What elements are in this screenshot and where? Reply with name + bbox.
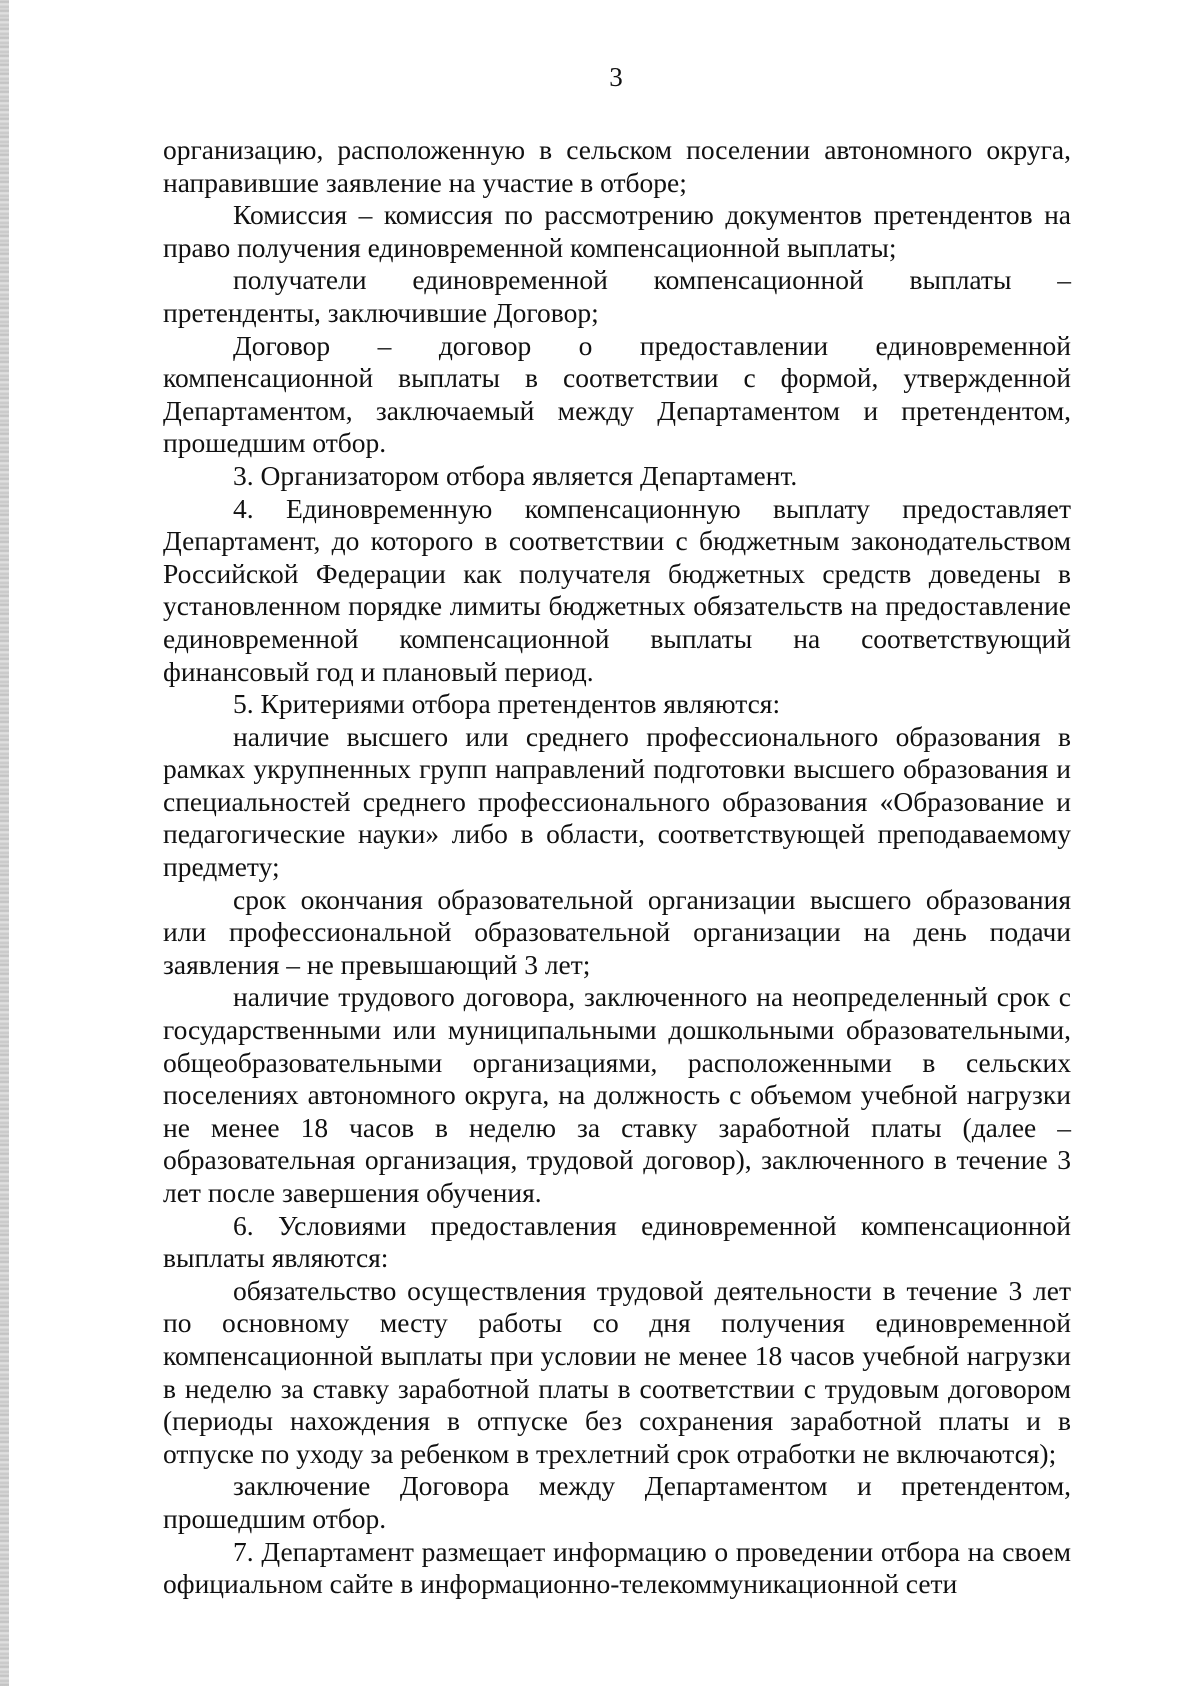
paragraph-condition-contract: заключение Договора между Департаментом и претендентом, прошедшим отбор. [163,1470,1071,1534]
scan-edge [0,0,9,1686]
paragraph-criterion-graduation: срок окончания образовательной организации высшего образования или профессиональной образовательной организации на день подачи заявления – не превышающий 3 лет; [163,883,1071,980]
paragraph-contract-definition: Договор – договор о предоставлении единовременной компенсационной выплаты в соответствии с формой, утвержденной Департаментом, заключаемый между Департаментом и претендентом, прошедшим отбор. [163,329,1071,459]
paragraph-item-4: 4. Единовременную компенсационную выплату предоставляет Департамент, до которого в соответствии с бюджетным законодательством Российской Федерации как получателя бюджетных средств доведены в установленном порядке лимиты бюджетных обязательств на предоставление единовременной компенсационной выплаты на соответствующий финансовый год и плановый период. [163,492,1071,687]
paragraph-item-7: 7. Департамент размещает информацию о проведении отбора на своем официальном сайте в информационно-телекоммуникационной сети [163,1535,1071,1600]
paragraph-recipients-definition: получатели единовременной компенсационной выплаты – претенденты, заключившие Договор; [163,264,1071,328]
paragraph-continuation: организацию, расположенную в сельском поселении автономного округа, направившие заявление на участие в отборе; [163,134,1071,198]
paragraph-condition-work: обязательство осуществления трудовой деятельности в течение 3 лет по основному месту работы со дня получения единовременной компенсационной выплаты при условии не менее 18 часов учебной нагрузки в неделю за ставку заработной платы в соответствии с трудовым договором (периоды нахождения в отпуске без сохранения заработной платы и в отпуске по уходу за ребенком в трехлетний срок отработки не включаются); [163,1274,1071,1469]
paragraph-item-5: 5. Критериями отбора претендентов являются: [233,688,781,720]
paragraph-commission-definition: Комиссия – комиссия по рассмотрению документов претендентов на право получения единовременной компенсационной выплаты; [163,199,1071,263]
paragraph-item-3: 3. Организатором отбора является Департамент. [233,459,798,491]
paragraph-criterion-employment: наличие трудового договора, заключенного на неопределенный срок с государственными или муниципальными дошкольными образовательными, общеобразовательными организациями, расположенными в сельских поселениях автономного округа, на должность с объемом учебной нагрузки не менее 18 часов в неделю за ставку заработной платы (далее – образовательная организация, трудовой договор), заключенного в течение 3 лет после завершения обучения. [163,981,1071,1208]
paragraph-criterion-education: наличие высшего или среднего профессионального образования в рамках укрупненных групп направлений подготовки высшего образования и специальностей среднего профессионального образования «Образование и педагогические науки» либо в области, соответствующей преподаваемому предмету; [163,720,1071,883]
document-body [163,134,1071,1601]
page-number: 3 [609,62,623,92]
paragraph-item-6: 6. Условиями предоставления единовременной компенсационной выплаты являются: [163,1209,1071,1274]
